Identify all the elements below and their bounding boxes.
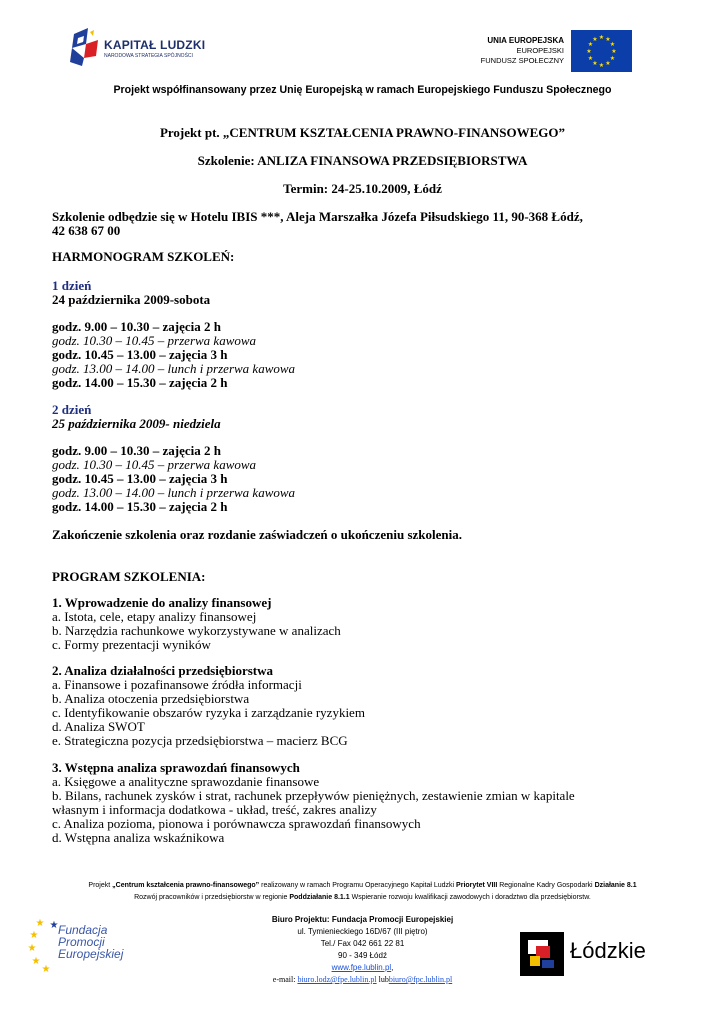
day1-section	[52, 279, 672, 307]
schedule-item: godz. 10.45 – 13.00 – zajęcia 3 h	[52, 471, 228, 486]
program-item: własnym i informacja dodatkowa - układ, treść, zakres analizy	[52, 802, 377, 817]
project-title: Projekt pt. „CENTRUM KSZTAŁCENIA PRAWNO-FINANSOWEGO”	[159, 125, 566, 140]
schedule-item: godz. 9.00 – 10.30 – zajęcia 2 h	[52, 443, 221, 458]
footer-text: Rozwój pracowników i przedsiębiorstw w regionie	[134, 894, 290, 901]
svg-text:★: ★	[605, 60, 611, 67]
program-section-3	[52, 761, 672, 845]
kapital-ludzki-subtitle: NARODOWA STRATEGIA SPÓJNOŚCI	[104, 53, 193, 59]
day2-date: 25 października 2009- niedziela	[52, 416, 221, 431]
email-label: e-mail:	[272, 975, 298, 984]
svg-text:★: ★	[587, 55, 594, 62]
footer-project-name: „Centrum kształcenia prawno-finansowego”	[112, 882, 260, 889]
svg-text:★: ★	[598, 34, 605, 41]
svg-text:★: ★	[609, 41, 616, 48]
program-section-2	[52, 664, 672, 748]
svg-text:★: ★	[587, 41, 594, 48]
day1-schedule	[52, 320, 672, 390]
footer-line-2	[0, 892, 725, 904]
day2-section	[52, 403, 672, 431]
svg-text:★: ★	[29, 930, 39, 941]
program-item: c. Analiza pozioma, pionowa i porównawcza sprawozdań finansowych	[52, 816, 421, 831]
footer-funding	[0, 880, 725, 904]
svg-text:★: ★	[31, 956, 41, 967]
svg-text:★: ★	[35, 918, 45, 929]
office-postal: 90 - 349 Łódź	[338, 951, 387, 960]
separator-text: ,	[391, 963, 394, 972]
venue-line-2: 42 638 67 00	[52, 223, 121, 238]
svg-text:★: ★	[609, 55, 616, 62]
footer-text: Projekt	[88, 882, 113, 889]
schedule-item: godz. 10.30 – 10.45 – przerwa kawowa	[52, 457, 257, 472]
program-item: c. Identyfikowanie obszarów ryzyka i zarządzanie ryzykiem	[52, 705, 365, 720]
footer-text: Regionalne Kadry Gospodarki	[497, 882, 595, 889]
schedule-heading: HARMONOGRAM SZKOLEŃ:	[52, 249, 235, 264]
program-item: b. Analiza otoczenia przedsiębiorstwa	[52, 691, 250, 706]
svg-text:★: ★	[592, 36, 598, 43]
eu-logo-line3: FUNDUSZ SPOŁECZNY	[480, 56, 564, 65]
venue-line-1: Szkolenie odbędzie się w Hotelu IBIS ***, Aleja Marszałka Józefa Piłsudskiego 11, 90-368 Łódź,	[52, 209, 583, 224]
lodzkie-label: Łódzkie	[570, 938, 646, 963]
svg-text:★: ★	[41, 964, 51, 974]
svg-text:★: ★	[592, 60, 598, 67]
schedule-item: godz. 14.00 – 15.30 – zajęcia 2 h	[52, 499, 228, 514]
day1-date: 24 października 2009-sobota	[52, 292, 211, 307]
fpe-line-2: Promocji	[58, 935, 105, 949]
eu-logo	[472, 30, 632, 74]
email-or-text: lub	[376, 975, 389, 984]
eu-logo-line1: UNIA EUROPEJSKA	[487, 36, 564, 45]
program-item: c. Formy prezentacji wyników	[52, 637, 211, 652]
svg-text:★: ★	[611, 48, 617, 55]
schedule-item: godz. 13.00 – 14.00 – lunch i przerwa kawowa	[52, 485, 296, 500]
svg-text:★: ★	[28, 943, 37, 954]
closing-note: Zakończenie szkolenia oraz rozdanie zaświadczeń o ukończeniu szkolenia.	[52, 527, 462, 542]
svg-text:★: ★	[586, 48, 592, 55]
email-link-biuro[interactable]: biuro@fpc.lublin.pl	[388, 975, 453, 984]
day2-label: 2 dzień	[52, 402, 92, 417]
footer-text: realizowany w ramach Programu Operacyjnego Kapitał Ludzki	[259, 882, 457, 889]
schedule-item: godz. 9.00 – 10.30 – zajęcia 2 h	[52, 319, 221, 334]
footer-action: Działanie 8.1	[594, 882, 637, 889]
schedule-item: godz. 14.00 – 15.30 – zajęcia 2 h	[52, 375, 228, 390]
program-item: b. Bilans, rachunek zysków i strat, rachunek przepływów pieniężnych, zestawienie zmian w kapitale	[52, 788, 575, 803]
venue	[52, 210, 672, 238]
program-item: e. Strategiczna pozycja przedsiębiorstwa – macierz BCG	[52, 733, 348, 748]
schedule-item: godz. 10.45 – 13.00 – zajęcia 3 h	[52, 347, 228, 362]
eu-logo-line2: EUROPEJSKI	[516, 46, 564, 55]
footer-priority: Priorytet VIII	[456, 882, 498, 889]
footer-line-1	[0, 880, 725, 892]
program-section-title: 1. Wprowadzenie do analizy finansowej	[52, 595, 272, 610]
program-item: a. Księgowe a analityczne sprawozdanie finansowe	[52, 774, 320, 789]
kapital-ludzki-emblem-icon	[68, 28, 102, 68]
program-item: b. Narzędzia rachunkowe wykorzystywane w analizach	[52, 623, 341, 638]
lodzkie-logo	[520, 930, 650, 978]
program-section-1	[52, 596, 672, 652]
program-item: d. Analiza SWOT	[52, 719, 145, 734]
office-phone: Tel./ Fax 042 661 22 81	[320, 939, 405, 948]
schedule-item: godz. 10.30 – 10.45 – przerwa kawowa	[52, 333, 257, 348]
svg-text:★: ★	[605, 36, 611, 43]
cofinancing-header: Projekt współfinansowany przez Unię Europejską w ramach Europejskiego Funduszu Społecznego	[113, 84, 612, 96]
program-item: d. Wstępna analiza wskaźnikowa	[52, 830, 225, 845]
fpe-line-1: Fundacja	[58, 923, 108, 937]
program-section-title: 3. Wstępna analiza sprawozdań finansowych	[52, 760, 300, 775]
svg-text:★: ★	[598, 62, 605, 69]
schedule-item: godz. 13.00 – 14.00 – lunch i przerwa kawowa	[52, 361, 296, 376]
program-item: a. Istota, cele, etapy analizy finansowej	[52, 609, 257, 624]
training-term: Termin: 24-25.10.2009, Łódź	[283, 181, 442, 196]
office-street: ul. Tymienieckiego 16D/67 (III piętro)	[297, 927, 428, 936]
program-section-title: 2. Analiza działalności przedsiębiorstwa	[52, 663, 273, 678]
footer-subaction: Poddziałanie 8.1.1	[289, 894, 350, 901]
office-title: Biuro Projektu: Fundacja Promocji Europejskiej	[271, 915, 454, 924]
footer-text: Wspieranie rozwoju kwalifikacji zawodowych i doradztwo dla przedsiębiorstw.	[349, 894, 591, 901]
email-link-lodz[interactable]: biuro.lodz@fpe.lublin.pl	[297, 975, 377, 984]
day2-schedule	[52, 444, 672, 514]
program-item: a. Finansowe i pozafinansowe źródła informacji	[52, 677, 302, 692]
lodzkie-emblem-icon	[520, 932, 564, 976]
program-heading: PROGRAM SZKOLENIA:	[52, 569, 206, 584]
kapital-ludzki-title: KAPITAŁ LUDZKI	[104, 38, 206, 52]
fpe-line-3: Europejskiej	[58, 947, 124, 961]
eu-flag-icon	[571, 30, 632, 72]
kapital-ludzki-logo	[68, 28, 206, 68]
day1-label: 1 dzień	[52, 278, 92, 293]
website-link[interactable]: www.fpe.lublin.pl	[331, 963, 392, 972]
training-title: Szkolenie: ANLIZA FINANSOWA PRZEDSIĘBIORSTWA	[197, 153, 528, 168]
eu-logo-text	[481, 36, 564, 66]
svg-text:★: ★	[49, 920, 59, 931]
